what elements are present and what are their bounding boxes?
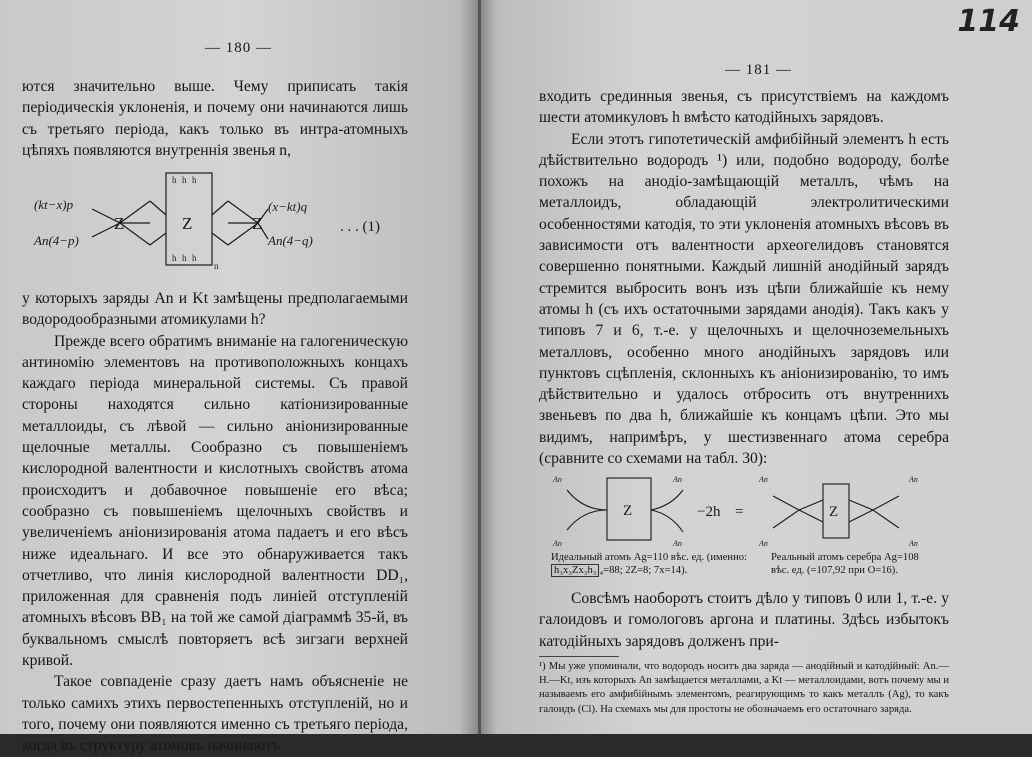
page-number: — 181 — xyxy=(725,62,792,78)
formula-z-left: Z xyxy=(114,214,125,233)
figure-an-label: An xyxy=(909,475,918,484)
caption-formula: h₃x₃Zx₃h₃ xyxy=(551,564,599,577)
figure-caption-real xyxy=(771,551,951,577)
paragraph xyxy=(539,588,949,652)
caption-text: Реальный атомъ серебра Ag=108 xyxy=(771,552,919,563)
paragraph-text: входить срединныя звенья, съ присутствіемъ на каждомъ шести атомикуловъ h вмѣсто катодійныхъ зарядовъ. xyxy=(539,88,949,127)
caption-text: Идеальный атомъ Ag=110 вѣс. ед. (именно: xyxy=(551,552,747,563)
figure-equals: = xyxy=(735,504,744,520)
figure-an-label: An xyxy=(553,539,562,548)
paragraph-text: Прежде всего обратимъ вниманіе на галогеническую антиномію элементовъ на противоположныхъ концахъ каждаго періода минеральной системы. Съ правой стороны находятся сильно катіонизированные металлоиды, съ лѣвой — сильно аніонизированные щелочные металлы. Сообразно съ повышеніемъ кислородной валентности и кислотныхъ свойствъ атома происходитъ и добавочное повышеніе его вѣса; сообразно съ повышеніемъ щелочныхъ свойствъ и увеличеніемъ аніонизированія атома падаетъ и его вѣсъ ниже идеальнаго. И все это обнаруживается такъ отчетливо, что линія кислородной валентности DD₁, приложенная для сравненія подъ линіей отступленій атомныхъ вѣсовъ BB₁ на той же самой діаграммѣ 35-й, въ буквальномъ смыслѣ повторяетъ всѣ зигзаги верхней кривой. xyxy=(22,332,408,670)
formula-bottom-right: An(4−q) xyxy=(268,233,313,248)
figure-z: Z xyxy=(829,504,839,520)
paragraph-text: ются значительно выше. Чему приписать такія періодическія уклоненія, и почему они начинаются лишь съ третьяго періода, какъ только въ интра-атомныхъ цѣпяхъ появляются внутреннія звенья n, xyxy=(22,78,408,159)
paragraph-text: у которыхъ заряды An и Kt замѣщены предполагаемыми водородообразными атомикулами h? xyxy=(22,290,408,329)
caption-text: вѣс. ед. (=107,92 при O=16). xyxy=(771,565,898,576)
formula-subscript-n: n xyxy=(214,261,219,271)
figure-an-label: An xyxy=(759,475,768,484)
formula-h: h xyxy=(182,253,187,263)
formula-z-right: Z xyxy=(252,214,263,233)
caption-formula-line xyxy=(551,564,763,577)
formula-h: h xyxy=(182,175,187,185)
formula-top-left: (kt−x)p xyxy=(34,197,74,212)
figure-caption-ideal xyxy=(551,551,763,577)
figure-an-label: An xyxy=(673,539,682,548)
silver-atom-figure xyxy=(553,470,953,550)
paragraph-text: Такое совпаденіе сразу даетъ намъ объясненіе не только самихъ этихъ первостепенныхъ отступленій, но и того, почему они появляются именно съ третьяго періода, когда въ структуру атомовъ начинаютъ xyxy=(22,673,408,755)
formula-number: . . . (1) xyxy=(340,219,380,235)
figure-z: Z xyxy=(623,503,633,519)
footnote-rule xyxy=(539,656,619,657)
paragraph xyxy=(22,288,408,757)
paragraph-text: Совсѣмъ наоборотъ стоитъ дѣло у типовъ 0 или 1, т.-е. у галоидовъ и гомологовъ аргона и платины. Здѣсь избытокъ катодійныхъ зарядовъ долженъ при- xyxy=(539,590,949,650)
formula-bottom-left: An(4−p) xyxy=(34,233,79,248)
paragraph-text: Если этотъ гипотетическій амфибійный элементъ h есть дѣйствительно водородъ ¹) или, подобно водороду, болѣе похожъ на анодіо-замѣщающій металлъ, чѣмъ на металлоидъ, обладающій электролитическими особенностями катодія, то эти уклоненія атомныхъ вѣсовъ въ зависимости отъ валентности археогелидовъ становятся совершенно понятными. Каждый лишній анодійный зарядъ стремится выбросить вонъ изъ цѣпи ближайшіе къ нему атомы h (съ ихъ остаточными зарядами анодія). Такъ какъ у типовъ 7 и 6, т.-е. у щелочныхъ и щелочноземельныхъ металловъ, особенно много анодійныхъ зарядовъ или пунктовъ сцѣпленія, склонныхъ къ аніонизированію, то имъ дѣйствительно и удалось отбросить отъ внутреннихъ звеньевъ по два h, ближайшіе къ концамъ цѣпи. Это мы видимъ, напримѣръ, у шестизвеннаго атома серебра (сравните со схемами на табл. 30): xyxy=(539,130,949,468)
page-number: — 180 — xyxy=(205,40,272,56)
formula-h: h xyxy=(192,175,197,185)
formula-h: h xyxy=(192,253,197,263)
paragraph xyxy=(22,76,408,161)
left-page xyxy=(0,0,478,755)
formula-z-center: Z xyxy=(182,214,193,233)
paragraph xyxy=(539,86,949,469)
right-page xyxy=(481,0,1032,734)
caption-text: ₄=88; 2Z=8; 7x=14). xyxy=(599,565,688,576)
formula-top-right: (x−kt)q xyxy=(268,199,308,214)
figure-an-label: An xyxy=(909,539,918,548)
figure-minus-2h: −2h xyxy=(697,504,721,520)
formula-h: h xyxy=(172,253,177,263)
formula-h: h xyxy=(172,175,177,185)
figure-an-label: An xyxy=(553,475,562,484)
footnote: ¹) Мы уже упоминали, что водородъ носитъ два заряда — анодійный и катодійный: An.—H.—Kt, изъ которыхъ An замѣщается металлами, а Kt — металлоидами, вотъ почему мы и называемъ его амфибійнымъ элементомъ, реагирующимъ то какъ металлъ (Ag), то какъ галоидъ (Cl). На схемахъ мы для простоты не обозначаемъ его остаточнаго заряда. xyxy=(539,661,949,715)
figure-an-label: An xyxy=(673,475,682,484)
chain-formula xyxy=(30,165,410,275)
handwritten-page-number: 114 xyxy=(957,4,1020,39)
figure-an-label: An xyxy=(759,539,768,548)
